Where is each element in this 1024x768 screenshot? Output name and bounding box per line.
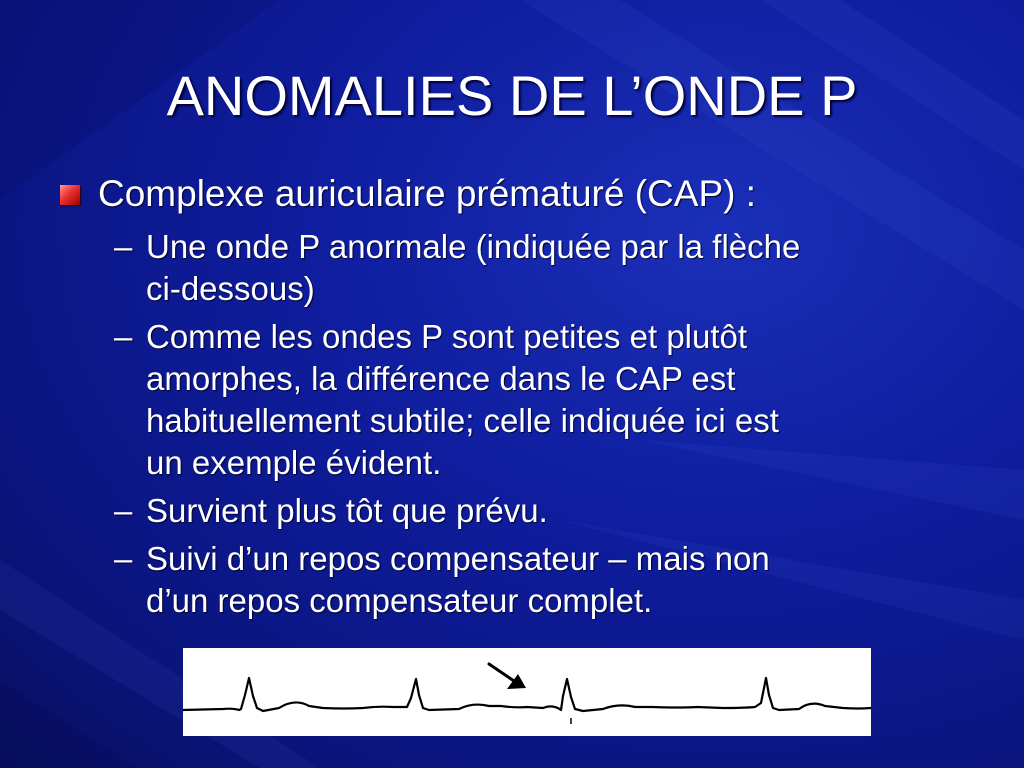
dash-marker: – — [114, 228, 133, 265]
sub-bullet-text: Survient plus tôt que prévu. — [146, 492, 548, 529]
slide-title: ANOMALIES DE L’ONDE P — [166, 64, 858, 127]
sub-bullet-list — [60, 226, 980, 622]
dash-marker: – — [114, 540, 133, 577]
ecg-strip-figure — [183, 648, 871, 736]
sub-bullet-text: Une onde P anormale (indiquée par la flèche ci-dessous) — [146, 228, 801, 307]
sub-bullet-item — [60, 226, 980, 310]
ecg-trace-svg — [183, 648, 871, 736]
sub-bullet-item — [60, 490, 980, 532]
red-square-bullet-icon — [60, 185, 80, 205]
sub-bullet-item — [60, 316, 980, 484]
dash-marker: – — [114, 492, 133, 529]
slide-content — [60, 168, 980, 628]
arrow-pointing-down-right-icon — [489, 664, 526, 689]
sub-bullet-text: Suivi d’un repos compensateur – mais non d’un repos compensateur complet. — [146, 540, 770, 619]
ecg-trace — [183, 678, 871, 711]
dash-marker: – — [114, 318, 133, 355]
sub-bullet-text: Comme les ondes P sont petites et plutôt amorphes, la différence dans le CAP est habituellement subtile; celle indiquée ici est un exemple évident. — [146, 318, 779, 481]
sub-bullet-item — [60, 538, 980, 622]
main-bullet — [60, 168, 980, 220]
main-bullet-text: Complexe auriculaire prématuré (CAP) : — [98, 173, 757, 214]
